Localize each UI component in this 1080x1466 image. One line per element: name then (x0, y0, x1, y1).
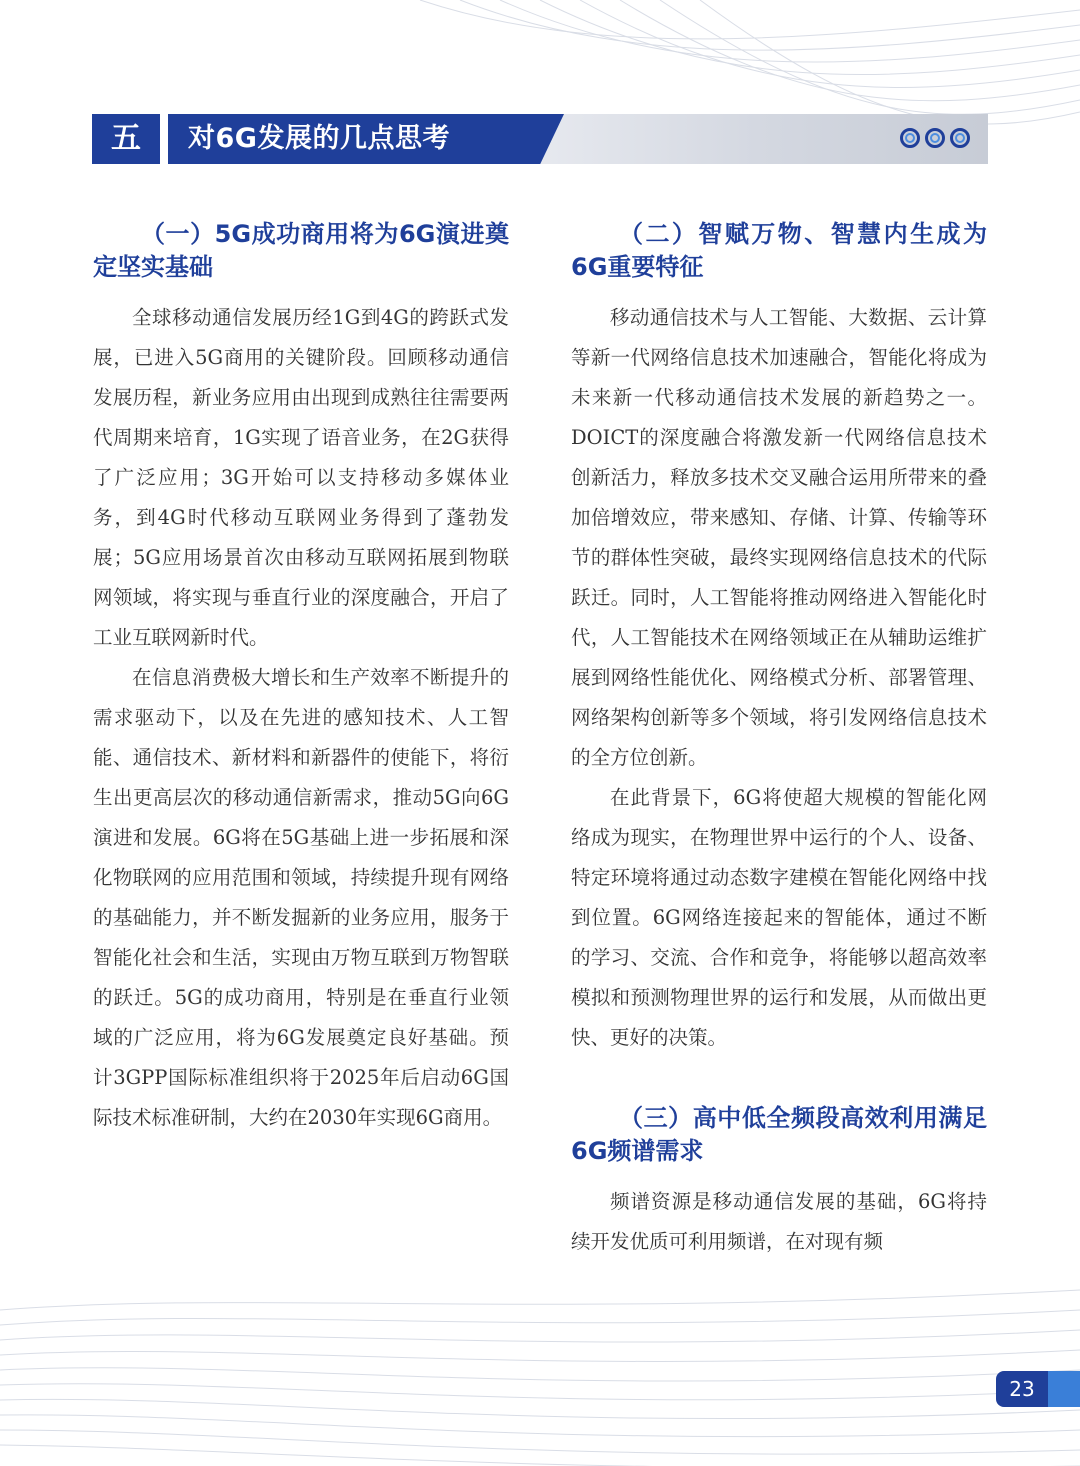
circle-icon (950, 128, 970, 148)
paragraph: 频谱资源是移动通信发展的基础，6G将持续开发优质可利用频谱，在对现有频 (571, 1190, 987, 1253)
circle-icon (925, 128, 945, 148)
left-column (93, 218, 509, 1138)
paragraph: 在信息消费极大增长和生产效率不断提升的需求驱动下，以及在先进的感知技术、人工智能、通信技术、新材料和新器件的使能下，将衍生出更高层次的移动通信新需求，推动5G向6G演进和发展。6G将在5G基础上进一步拓展和深化物联网的应用范围和领域，持续提升现有网络的基础能力，并不断发掘新的业务应用，服务于智能化社会和生活，实现由万物互联到万物智联的跃迁。5G的成功商用，特别是在垂直行业领域的广泛应用，将为6G发展奠定良好基础。预计3GPP国际标准组织将于2025年后启动6G国际技术标准研制，大约在2030年实现6G商用。 (93, 666, 509, 1129)
right-column (571, 218, 987, 1262)
page-tab-decoration (1048, 1371, 1080, 1407)
subsection-heading-1: （一）5G成功商用将为6G演进奠定坚实基础 (93, 220, 509, 281)
subsection-heading-2: （二）智赋万物、智慧内生成为6G重要特征 (571, 220, 987, 281)
circle-icon (900, 128, 920, 148)
paragraph: 在此背景下，6G将使超大规模的智能化网络成为现实，在物理世界中运行的个人、设备、特定环境将通过动态数字建模在智能化网络中找到位置。6G网络连接起来的智能体，通过不断的学习、交流、合作和竞争，将能够以超高效率模拟和预测物理世界的运行和发展，从而做出更快、更好的决策。 (571, 786, 987, 1049)
section-header (92, 114, 988, 164)
paragraph: 全球移动通信发展历经1G到4G的跨跃式发展，已进入5G商用的关键阶段。回顾移动通信发展历程，新业务应用由出现到成熟往往需要两代周期来培育，1G实现了语音业务，在2G获得了广泛应用；3G开始可以支持移动多媒体业务，到4G时代移动互联网业务得到了蓬勃发展；5G应用场景首次由移动互联网拓展到物联网领域，将实现与垂直行业的深度融合，开启了工业互联网新时代。 (93, 306, 509, 649)
page-number: 23 (996, 1371, 1048, 1407)
subsection-heading-3: （三）高中低全频段高效利用满足6G频谱需求 (571, 1104, 987, 1165)
header-decoration (900, 128, 970, 148)
paragraph: 移动通信技术与人工智能、大数据、云计算等新一代网络信息技术加速融合，智能化将成为未来新一代移动通信技术发展的新趋势之一。DOICT的深度融合将激发新一代网络信息技术创新活力，释放多技术交叉融合运用所带来的叠加倍增效应，带来感知、存储、计算、传输等环节的群体性突破，最终实现网络信息技术的代际跃迁。同时，人工智能将推动网络进入智能化时代，人工智能技术在网络领域正在从辅助运维扩展到网络性能优化、网络模式分析、部署管理、网络架构创新等多个领域，将引发网络信息技术的全方位创新。 (571, 306, 987, 769)
section-number: 五 (92, 114, 160, 164)
section-title: 对6G发展的几点思考 (188, 123, 450, 154)
